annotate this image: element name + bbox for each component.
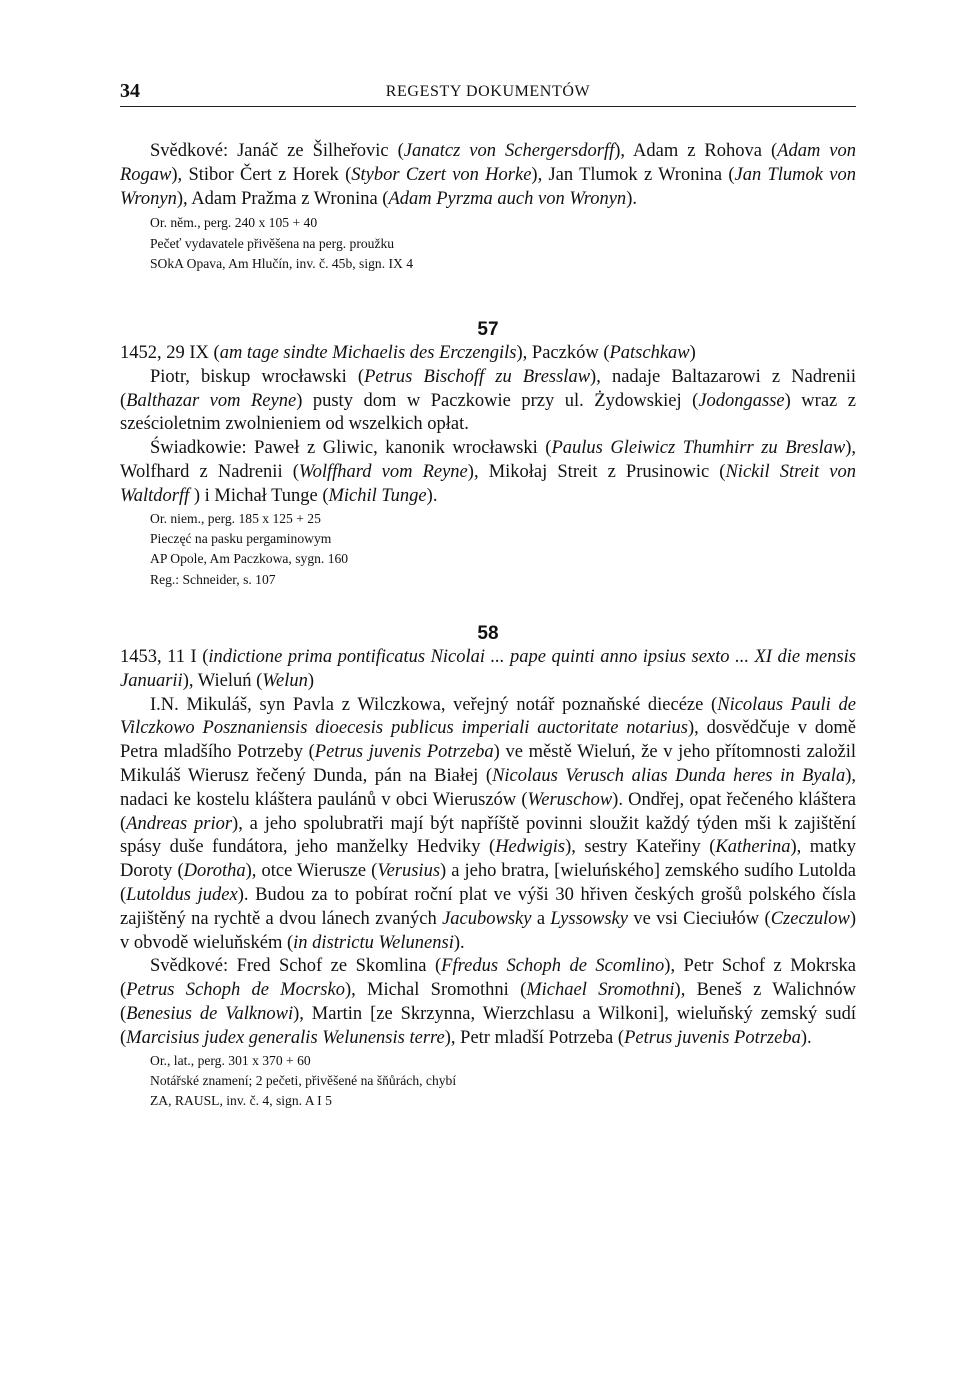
entry-57 <box>120 318 856 590</box>
archival-note: Or. niem., perg. 185 x 125 + 25 Pieczęć na pasku pergaminowym AP Opole, Am Paczkowa, sygn. 160 Reg.: Schneider, s. 107 <box>150 510 349 587</box>
archival-note: Or. něm., perg. 240 x 105 + 40 Pečeť vydavatele přivěšena na perg. proužku SOkA Opava, Am Hlučín, inv. č. 45b, sign. IX 4 <box>150 215 414 272</box>
page-header <box>120 80 856 107</box>
entry-number: 58 <box>477 623 499 644</box>
entry-58 <box>120 622 856 1112</box>
entry-witnesses: Svědkové: Fred Schof ze Skomlina (Ffredus Schoph de Scomlino), Petr Schof z Mokrska (Petrus Schoph de Mocrsko), Michal Sromothni (Michael Sromothni), Beneš z Walichnów (Benesius de Valknowi), Martin [ze Skrzynna, Wierzchlasu a Wilkoni], wieluňský zemský sudí (Marcisius judex generalis Welunensis terre), Petr mladší Potrzeba (Petrus juvenis Potrzeba). <box>120 956 857 1048</box>
witnesses-paragraph: Svědkové: Janáč ze Šilheřovic (Janatcz von Schergersdorff), Adam z Rohova (Adam von Rogaw), Stibor Čert z Horek (Stybor Czert von Horke), Jan Tlumok z Wronina (Jan Tlumok von Wronyn), Adam Pražma z Wronina (Adam Pyrzma auch von Wronyn). <box>120 141 857 209</box>
entry-56-continuation <box>120 140 856 275</box>
entry-date-line: 1452, 29 IX (am tage sindte Michaelis des Erczengils), Paczków (Patschkaw) <box>120 343 696 363</box>
entry-body: I.N. Mikuláš, syn Pavla z Wilczkowa, veřejný notář poznaňské diecéze (Nicolaus Pauli de Vilczkowo Posznaniensis dioecesis publicus imperiali auctoritate notarius), dosvědčuje v domě Petra mladšího Potrzeby (Petrus juvenis Potrzeba) ve městě Wieluń, že v jeho přítomnosti založil Mikuláš Wierusz řečený Dunda, pán na Białej (Nicolaus Verusch alias Dunda heres in Byala), nadaci ke kostelu kláštera paulánů v obci Wieruszów (Weruschow). Ondřej, opat řečeného kláštera (Andreas prior), a jeho spolubratři mají být napříště povinni sloužit každý týden mši k zajištění spásy duše fundátora, jeho manželky Hedviky (Hedwigis), sestry Kateřiny (Katherina), matky Doroty (Dorotha), otce Wierusze (Verusius) a jeho bratra, [wieluńského] zemského sudího Lutolda (Lutoldus judex). Budou za to pobírat roční plat ve výši 30 hřiven českých grošů polského čísla zajištěný na rychtě a dvou lánech zvaných Jacubowsky a Lyssowsky ve vsi Cieciułów (Czeczulow) v obvodě wieluňském (in districtu Welunensi). <box>120 694 857 953</box>
entry-body: Piotr, biskup wrocławski (Petrus Bischoff zu Bresslaw), nadaje Baltazarowi z Nadrenii (Balthazar vom Reyne) pusty dom w Paczkowie przy ul. Żydowskiej (Jodongasse) wraz z sześcioletnim zwolnieniem od wszelkich opłat. <box>120 366 856 435</box>
entry-witnesses: Świadkowie: Paweł z Gliwic, kanonik wrocławski (Paulus Gleiwicz Thumhirr zu Breslaw), Wolfhard z Nadrenii (Wolffhard vom Reyne), Mikołaj Streit z Prusinowic (Nickil Streit von Waltdorff ) i Michał Tunge (Michil Tunge). <box>120 438 856 506</box>
page-number: 34 <box>120 80 140 102</box>
running-title: REGESTY DOKUMENTÓW <box>385 83 591 100</box>
entry-date-line: 1453, 11 I (indictione prima pontificatus Nicolai ... pape quinti anno ipsius sexto ... XI die mensis Januarii), Wieluń (Welun) <box>120 647 856 691</box>
entry-number: 57 <box>477 319 499 340</box>
archival-note: Or., lat., perg. 301 x 370 + 60 Notářské znamení; 2 pečeti, přivěšené na šňůrách, chybí ZA, RAUSL, inv. č. 4, sign. A I 5 <box>150 1052 457 1109</box>
